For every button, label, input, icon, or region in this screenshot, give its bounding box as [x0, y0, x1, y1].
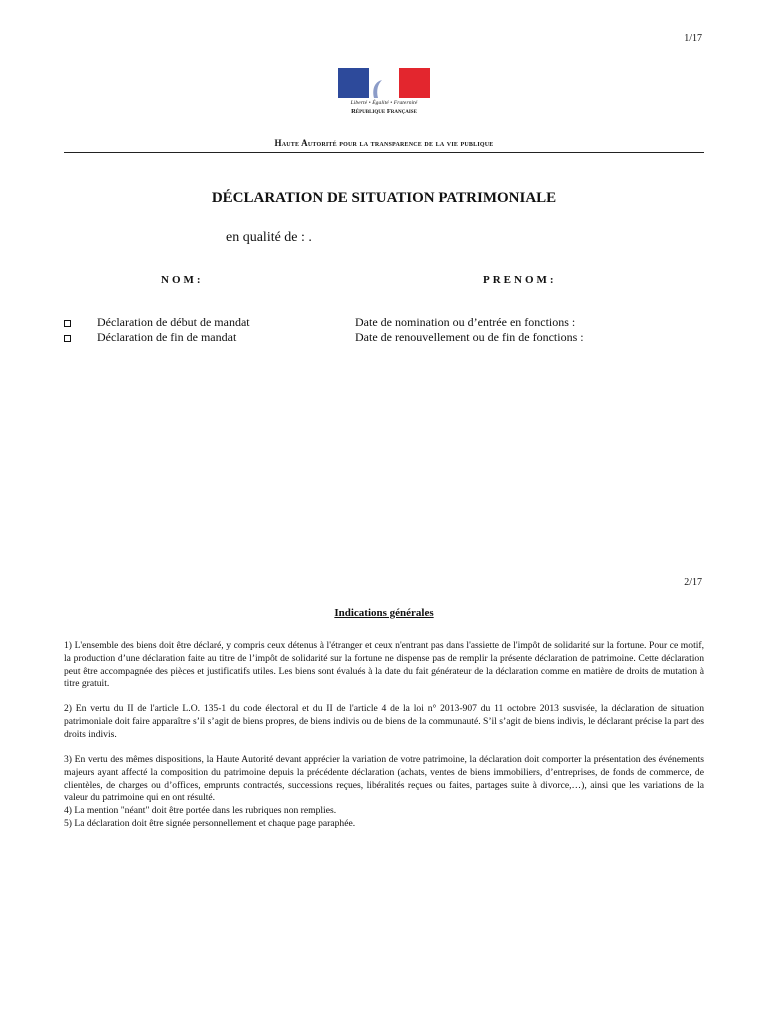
- checkbox-end-mandate[interactable]: [64, 335, 71, 342]
- republique-francaise-logo: [338, 68, 430, 115]
- page-number: 1/17: [684, 33, 702, 44]
- indication-paragraph-1: 1) L'ensemble des biens doit être déclaré, y compris ceux détenus à l'étranger et ceux n'entrant pas dans l'assiette de l'impôt de solidarité sur la fortune. Pour ce motif, la production d’une déclaration faite au titre de l’impôt de solidarité sur la fortune ne dispense pas de remplir la présente déclaration de patrimoine. Cette déclaration peut être accompagnée des pièces et justificatifs utiles. Les biens sont évalués à la date du fait générateur de la déclaration comme en matière de droits de mutation à titre gratuit.: [64, 640, 704, 690]
- capacity-label: en qualité de : .: [226, 230, 312, 245]
- indication-paragraph-2: 2) En vertu du II de l'article L.O. 135-1 du code électoral et du II de l'article 4 de la loi n° 2013-907 du 11 octobre 2013 susvisée, la déclaration de situation patrimoniale doit faire apparaître s’il s’agit de biens propres, de biens indivis ou de biens de la communauté. S’il s’agit de biens indivis, le déclarant précise la part des droits indivis.: [64, 703, 704, 740]
- marianne-flag-icon: [338, 68, 430, 98]
- checkbox-start-mandate[interactable]: [64, 320, 71, 327]
- header-divider: [64, 152, 704, 153]
- general-indications-title: Indications générales: [334, 607, 434, 619]
- indication-paragraph-3: 3) En vertu des mêmes dispositions, la Haute Autorité devant apprécier la variation de votre patrimoine, la déclaration doit comporter la présentation des événements majeurs ayant affecté la composition du patrimoine depuis la précédente déclaration (achats, ventes de biens immobiliers, d’entreprises, de fonds de commerce, de clientèles, de charges ou d’offices, emprunts contractés, successions reçues, libéralités reçues ou faites, partages suite à divorce,…), ainsi que les variations de la valeur du patrimoine qui en ont résulté.: [64, 754, 704, 804]
- document-title: DÉCLARATION DE SITUATION PATRIMONIALE: [211, 190, 557, 206]
- indication-paragraph-5: 5) La déclaration doit être signée personnellement et chaque page paraphée.: [64, 818, 356, 829]
- nom-label: NOM:: [161, 274, 204, 286]
- declaration-row-end: [64, 330, 704, 346]
- declaration-end-label: Déclaration de fin de mandat: [97, 330, 237, 344]
- declaration-row-start: [64, 315, 704, 331]
- declaration-start-label: Déclaration de début de mandat: [97, 315, 250, 329]
- page-number: 2/17: [684, 577, 702, 588]
- logo-motto: Liberté • Égalité • Fraternité: [350, 100, 418, 106]
- authority-name: Haute Autorité pour la transparence de la vie publique: [274, 138, 494, 148]
- indication-paragraph-4: 4) La mention "néant" doit être portée dans les rubriques non remplies.: [64, 805, 337, 816]
- renewal-date-label: Date de renouvellement ou de fin de fonctions :: [355, 330, 584, 344]
- logo-republic: République Française: [351, 108, 417, 115]
- prenom-label: PRENOM:: [483, 274, 557, 286]
- nomination-date-label: Date de nomination ou d’entrée en fonctions :: [355, 315, 576, 329]
